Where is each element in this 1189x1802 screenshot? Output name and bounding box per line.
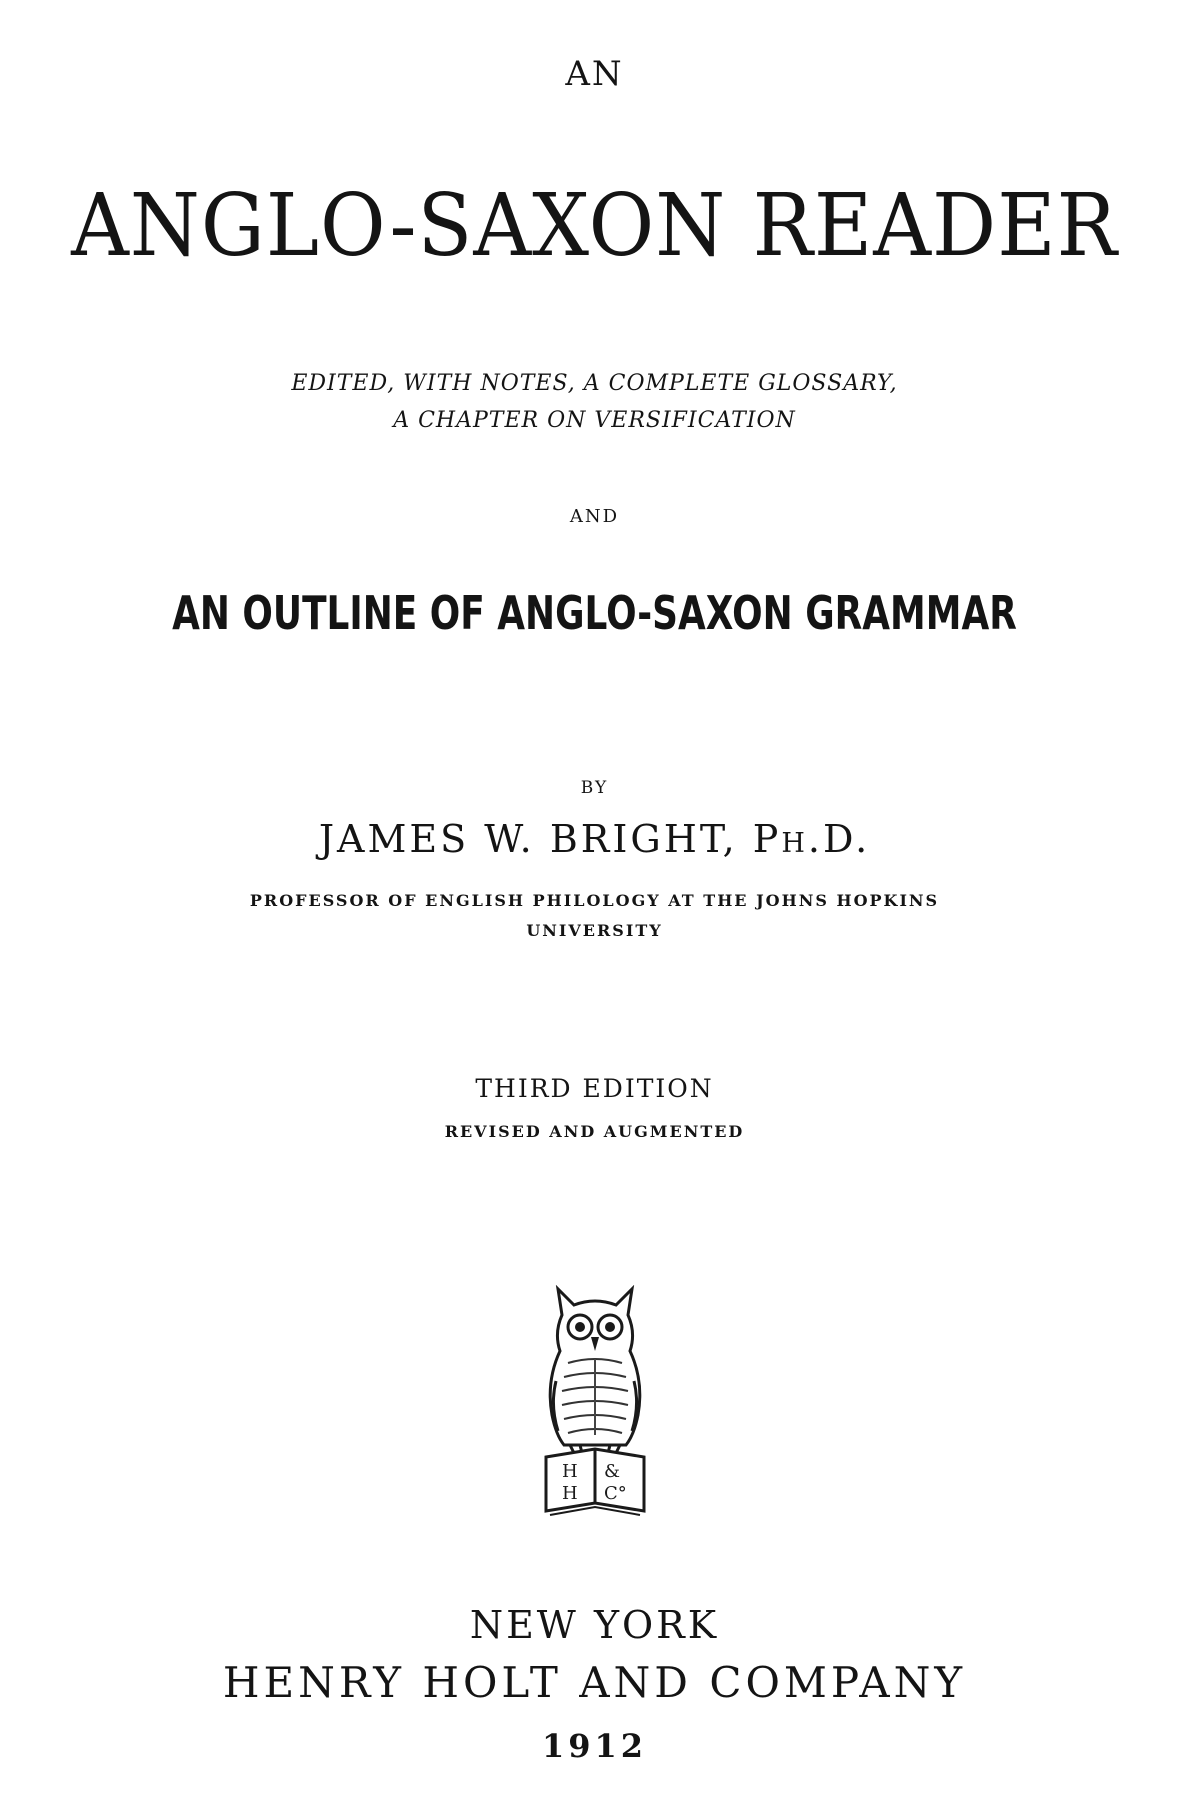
owl-on-book-icon	[540, 1285, 650, 1519]
author-position-line-1: PROFESSOR OF ENGLISH PHILOLOGY AT THE JOHNS HOPKINS	[249, 891, 940, 910]
svg-text:H: H	[562, 1461, 578, 1482]
publication-year: 1912	[541, 1727, 648, 1765]
author-degree: Ph.D.	[752, 817, 871, 861]
subtitle-line-1: EDITED, WITH NOTES, A COMPLETE GLOSSARY,	[291, 371, 898, 396]
svg-text:&: &	[604, 1461, 621, 1482]
svg-text:H: H	[562, 1483, 578, 1504]
book-title: ANGLO-SAXON READER	[71, 175, 1118, 276]
edition: THIRD EDITION	[475, 1074, 714, 1103]
second-title: AN OUTLINE OF ANGLO-SAXON GRAMMAR	[172, 586, 1017, 640]
subtitle-line-2: A CHAPTER ON VERSIFICATION	[393, 408, 796, 433]
author-position-line-2: UNIVERSITY	[526, 921, 663, 940]
publisher-city: NEW YORK	[469, 1603, 720, 1647]
author-name: JAMES W. BRIGHT,	[318, 817, 738, 861]
svg-text:C°: C°	[604, 1483, 627, 1504]
publisher-name: HENRY HOLT AND COMPANY	[222, 1658, 967, 1707]
by-line: BY	[580, 778, 609, 798]
article-heading: AN	[565, 54, 624, 94]
author	[0, 817, 1189, 861]
conjunction: AND	[569, 506, 620, 527]
edition-note: REVISED AND AUGMENTED	[444, 1122, 745, 1141]
